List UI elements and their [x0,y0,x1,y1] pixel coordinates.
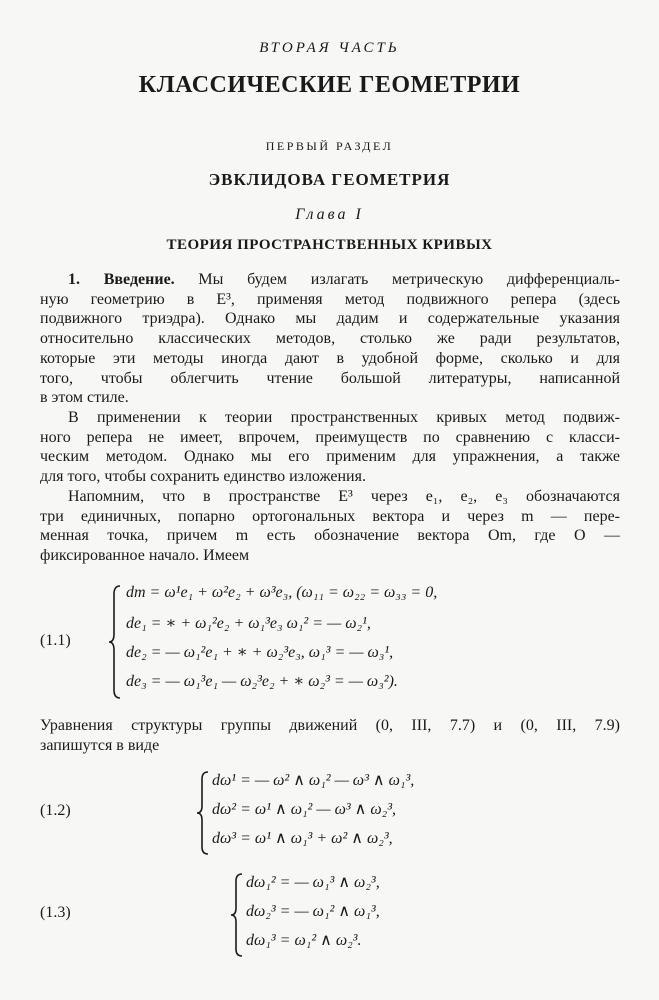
equation-line: dm = ω¹e₁ + ω²e₂ + ω³e₃, (ω₁₁ = ω₂₂ = ω₃₃ = 0, [126,584,438,601]
paragraph-recall [40,487,620,566]
text-line: фиксированное начало. Имеем [40,547,250,565]
text-line: запишутся в виде [40,736,160,754]
text-line: менная точка, причем m есть обозначение вектора Om, где O — [40,527,620,545]
paragraph-introduction [40,270,620,408]
equation-line: dω₁³ = ω₁² ∧ ω₂³. [246,932,362,949]
part-heading: ВТОРАЯ ЧАСТЬ [259,40,400,56]
text-line: которые эти методы иногда дают в удобной форме, сколько и для [40,349,620,367]
section-title: ЭВКЛИДОВА ГЕОМЕТРИЯ [208,170,451,189]
text-line: подвижного триэдра). Однако мы дадим и содержательные указания [40,310,620,328]
chapter-title: ТЕОРИЯ ПРОСТРАНСТВЕННЫХ КРИВЫХ [166,237,493,253]
equation-line: dω² = ω¹ ∧ ω₁² — ω³ ∧ ω₂³, [212,801,397,818]
text-line: в этом стиле. [40,389,129,407]
chapter-heading: Глава I [295,206,364,223]
equation-label-1-1: (1.1) [40,632,71,649]
equation-system-1-2 [212,770,414,857]
equation-brace [196,770,210,856]
equation-brace [108,584,122,700]
equation-line: de₃ = — ω₁³e₁ — ω₂³e₂ + ∗ ω₂³ = — ω₃²). [126,673,398,690]
equation-line: dω₁² = — ω₁³ ∧ ω₂³, [246,874,380,891]
text-line: того, чтобы облегчить чтение большой литературы, написанной [40,369,620,387]
equation-system-1-3 [246,872,380,959]
text-line: ного репера не имеет, впрочем, преимуществ по сравнению с класси- [40,428,620,446]
equation-label-1-3: (1.3) [40,904,71,921]
equation-line: de₁ = ∗ + ω₁²e₂ + ω₁³e₃ ω₁² = — ω₂¹, [126,615,371,632]
equation-line: dω¹ = — ω² ∧ ω₁² — ω³ ∧ ω₁³, [212,772,415,789]
equation-system-1-1 [126,584,437,700]
text-line: 1. Введение. Мы будем излагать метрическую дифференциаль- [68,271,620,288]
equation-line: de₂ = — ω₁²e₁ + ∗ + ω₂³e₃, ω₁³ = — ω₃¹, [126,644,394,661]
text-line: три единичных, попарно ортогональных вектора и через m — пере- [40,507,620,525]
equation-label-1-2: (1.2) [40,802,71,819]
text-line: ную геометрию в E³, применяя метод подвижного репера (здесь [40,290,620,308]
text-line: Уравнения структуры группы движений (0, III, 7.7) и (0, III, 7.9) [40,717,620,734]
paragraph-space-curves [40,408,620,487]
equation-line: dω₂³ = — ω₁² ∧ ω₁³, [246,903,380,920]
text-line: относительно классических методов, столько же ради результатов, [40,330,620,348]
paragraph-structure-equations [40,716,620,755]
text-line: для того, чтобы сохранить единство изложения. [40,468,366,486]
equation-line: dω³ = ω¹ ∧ ω₁³ + ω² ∧ ω₂³, [212,830,393,847]
paragraph-lead: 1. Введение. [68,271,175,288]
equation-brace [230,872,244,958]
section-heading: ПЕРВЫЙ РАЗДЕЛ [265,139,394,153]
text-line: ческим методом. Однако мы его применим для упражнения, а также [40,448,620,466]
text-line: В применении к теории пространственных кривых метод подвиж- [68,409,620,426]
text-line: Напомним, что в пространстве E³ через e₁, e₂, e₃ обозначаются [68,488,620,505]
part-title: КЛАССИЧЕСКИЕ ГЕОМЕТРИИ [138,72,521,98]
